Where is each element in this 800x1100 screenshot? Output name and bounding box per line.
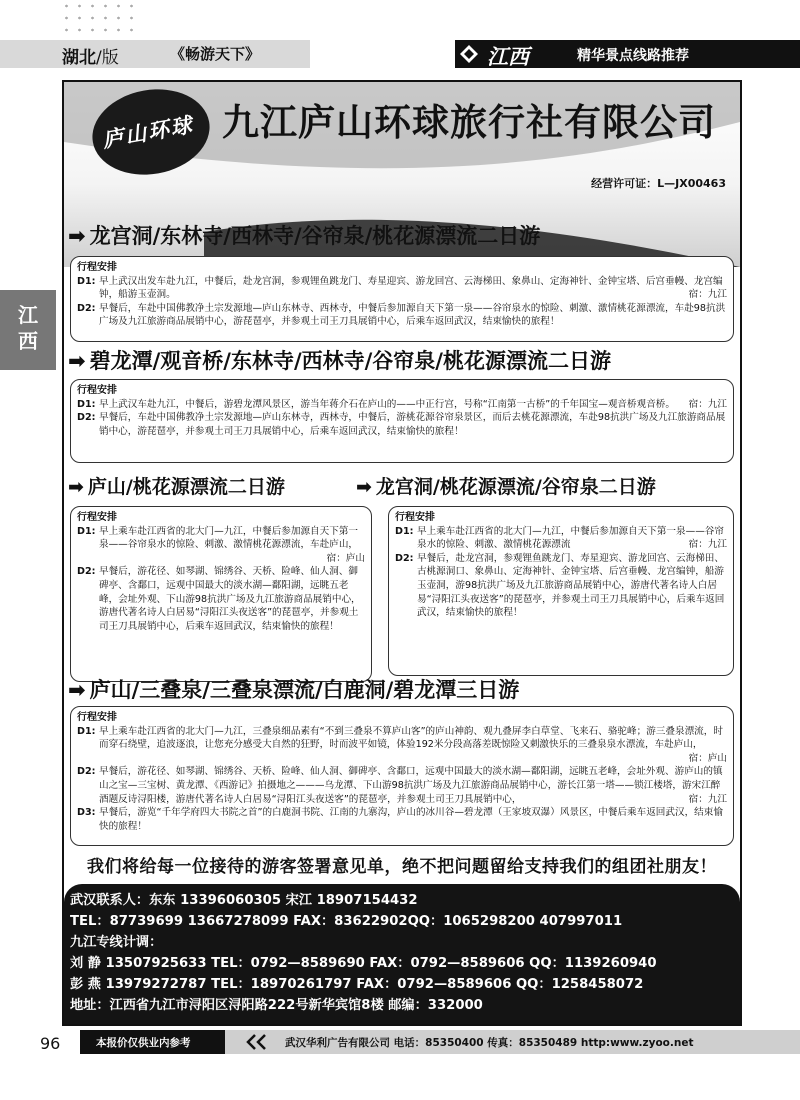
itinerary-box [70, 706, 734, 846]
top-bar-right [455, 40, 800, 68]
footer-info-bar [225, 1030, 800, 1054]
route-title: ➡ 碧龙潭/观音桥/东林寺/西林寺/谷帘泉/桃花源漂流二日游 [68, 349, 611, 373]
day-row: D2: 早餐后，游花径、如琴湖、锦绣谷、天桥、险峰、仙人洞、御碑亭、含鄱口，远观中国最大的淡水湖—鄱阳湖，远眺五老峰，会址外观、下山游98抗洪广场及九江旅游商品展销中心，游唐代著名诗人白居易“浔阳江头夜送客”的琵琶亭，并参观土司王刀具展销中心，后乘车返回武汉，结束愉快的旅程！ [77, 566, 361, 632]
contact-person: 刘 静 13507925633 TEL：0792—8589690 FAX：0792—8589606 QQ：1139260940 [70, 956, 657, 971]
footer-bar [80, 1030, 800, 1054]
day-row: D2: 早餐后，赴龙宫洞，参观锂鱼跳龙门、寿星迎宾、游龙回宫、云海梯田、古桃源洞口、象鼻山、定海神针、金钟宝塔、后宫垂幔、龙宫编钟，船游玉壶洞，游98抗洪广场及九江旅游商品展销中心，游唐代著名诗人白居易“浔阳江头夜送客”的琵琶亭，并参观土司王刀具展销中心，后乘车返回武汉，结束愉快的旅程！ [395, 552, 725, 619]
day-row: D2: 早餐后，游花径、如琴湖、锦绣谷、天桥、险峰、仙人洞、御碑亭、含鄱口，远观中国最大的淡水湖—鄱阳湖，远眺五老峰，会址外观、游庐山的镇山之宝—三宝树、黄龙潭、《西游记》拍摄地之———乌龙潭、下山游98抗洪广场及九江旅游商品展销中心，游长江第一塔——锁江楼塔，游宋江醉酒题反诗浔阳楼，游唐代著名诗人白居易“浔阳江头夜送客”的琵琶亭，并参观土司王刀具展销中心， 宿：九江 [77, 766, 727, 805]
decorative-dots [60, 0, 135, 32]
day-row: D1: 早上武汉出发车赴九江，中餐后，赴龙宫洞，参观锂鱼跳龙门、寿星迎宾、游龙回宫、云海梯田、象鼻山、定海神针、金钟宝塔、后宫垂幔、龙宫编钟，船游玉壶洞。 宿：九江 [77, 275, 727, 301]
top-bar-left [0, 40, 310, 68]
itinerary-label: 行程安排 [395, 512, 435, 523]
itinerary-box [70, 256, 734, 342]
itinerary-box [70, 379, 734, 463]
company-name: 九江庐山环球旅行社有限公司 [222, 101, 716, 144]
region-label: 湖北/版 [62, 48, 119, 68]
arrow-right-icon: ➡ [68, 678, 86, 702]
itinerary-label: 行程安排 [77, 712, 117, 723]
itinerary-label: 行程安排 [77, 385, 117, 396]
top-bar [0, 40, 800, 68]
day-row: D2: 早餐后，车赴中国佛教净土宗发源地—庐山东林寺，西林寺，中餐后，游桃花源谷帘泉景区，而后去桃花源漂流，车赴98抗洪广场及九江旅游商品展销中心，游琵琶亭，并参观土司王刀具展销中心，后乘车返回武汉，结束愉快的旅程！ [77, 412, 726, 437]
province-title: 江西 [487, 44, 529, 69]
column-tag: 《畅游天下》 [170, 45, 261, 63]
wuhan-phone-fax: TEL：87739699 13667278099 FAX：83622902QQ：1065298200 407997011 [70, 914, 623, 929]
day-row: D3: 早餐后，游览“千年学府四大书院之首”的白鹿洞书院、江南的九寨沟，庐山的冰川谷—碧龙潭（王家坡双瀑）风景区，中餐后乘车返回武汉，结束愉快的旅程！ [77, 807, 723, 832]
arrow-right-icon: ➡ [356, 476, 372, 498]
route-title: ➡ 庐山/三叠泉/三叠泉漂流/白鹿洞/碧龙潭三日游 [68, 678, 520, 702]
footer-note: 本报价仅供业内参考 [96, 1037, 191, 1049]
side-tab-jiangxi [0, 290, 56, 370]
day-row: D1: 早上武汉车赴九江，中餐后，游碧龙潭风景区，游当年蒋介石在庐山的——中正行宫，号称“江南第一古桥”的千年国宝—观音桥观音桥。 宿：九江 [77, 398, 727, 410]
arrow-right-icon: ➡ [68, 224, 86, 248]
route-title: ➡ 庐山/桃花源漂流二日游 [68, 476, 285, 498]
jiujiang-label: 九江专线计调： [70, 935, 163, 950]
side-tab-label: 江西 [18, 303, 38, 353]
day-row: D1: 早上乘车赴江西省的北大门—九江，三叠泉细品素有“不到三叠泉不算庐山客”的庐山神韵、观九叠屏李白草堂、飞来石、骆驼峰；游三叠泉漂流，时而穿石绕壁，追波逐浪，让您充分感受大自然的狂野，时而波平如镜，体验192米分段高落差既惊险又刺激快乐的三叠泉泉水漂流，车赴庐山， 宿：庐山 [77, 725, 727, 764]
itinerary-box [388, 506, 734, 676]
day-row: D1: 早上乘车赴江西省的北大门—九江，中餐后参加源自天下第一泉——谷帘泉水的惊险、刺激、激情桃花源漂流 宿：九江 [395, 525, 727, 551]
arrow-right-icon: ➡ [68, 476, 84, 498]
arrow-right-icon: ➡ [68, 349, 86, 373]
page-number: 96 [40, 1034, 61, 1053]
logo-text: 庐山环球 [100, 111, 196, 153]
itinerary-box [70, 506, 372, 682]
day-row: D2: 早餐后，车赴中国佛教净土宗发源地—庐山东林寺、西林寺，中餐后参加源自天下第一泉——谷帘泉水的惊险、刺激、激情桃花源漂流，车赴98抗洪广场及九江旅游商品展销中心，游琵琶亭，并参观土司王刀具展销中心，后乘车返回武汉，结束愉快的旅程！ [77, 302, 726, 328]
route-title: ➡ 龙宫洞/桃花源漂流/谷帘泉二日游 [356, 476, 656, 498]
contact-panel [64, 884, 740, 1026]
day-row: D1: 早上乘车赴江西省的北大门—九江，中餐后参加源自天下第一泉——谷帘泉水的惊险、刺激、激情桃花源漂流，车赴庐山， 宿：庐山 [77, 525, 365, 564]
page-footer [0, 1030, 800, 1056]
itinerary-label: 行程安排 [77, 512, 117, 523]
advertisement-panel [62, 80, 742, 1026]
address: 地址：江西省九江市浔阳区浔阳路222号新华宾馆8楼 邮编：332000 [70, 998, 483, 1013]
footer-publisher-info: 武汉华利广告有限公司 电话：85350400 传真：85350489 http:www.zyoo.net [285, 1037, 694, 1049]
slogan: 我们将给每一位接待的游客签署意见单，绝不把问题留给支持我们的组团社朋友！ [87, 857, 717, 877]
chevron-left-icon [245, 1034, 269, 1050]
diamond-icon [459, 44, 479, 64]
contact-person: 彭 燕 13979272787 TEL：18970261797 FAX：0792—8589606 QQ：1258458072 [70, 977, 644, 992]
itinerary-label: 行程安排 [77, 262, 117, 273]
wuhan-contact: 武汉联系人：东东 13396060305 宋江 18907154432 [70, 893, 418, 908]
license-number: 经营许可证：L—JX00463 [591, 177, 726, 190]
route-title: ➡ 龙宫洞/东林寺/西林寺/谷帘泉/桃花源漂流二日游 [68, 224, 541, 248]
recommend-title: 精华景点线路推荐 [577, 48, 689, 64]
